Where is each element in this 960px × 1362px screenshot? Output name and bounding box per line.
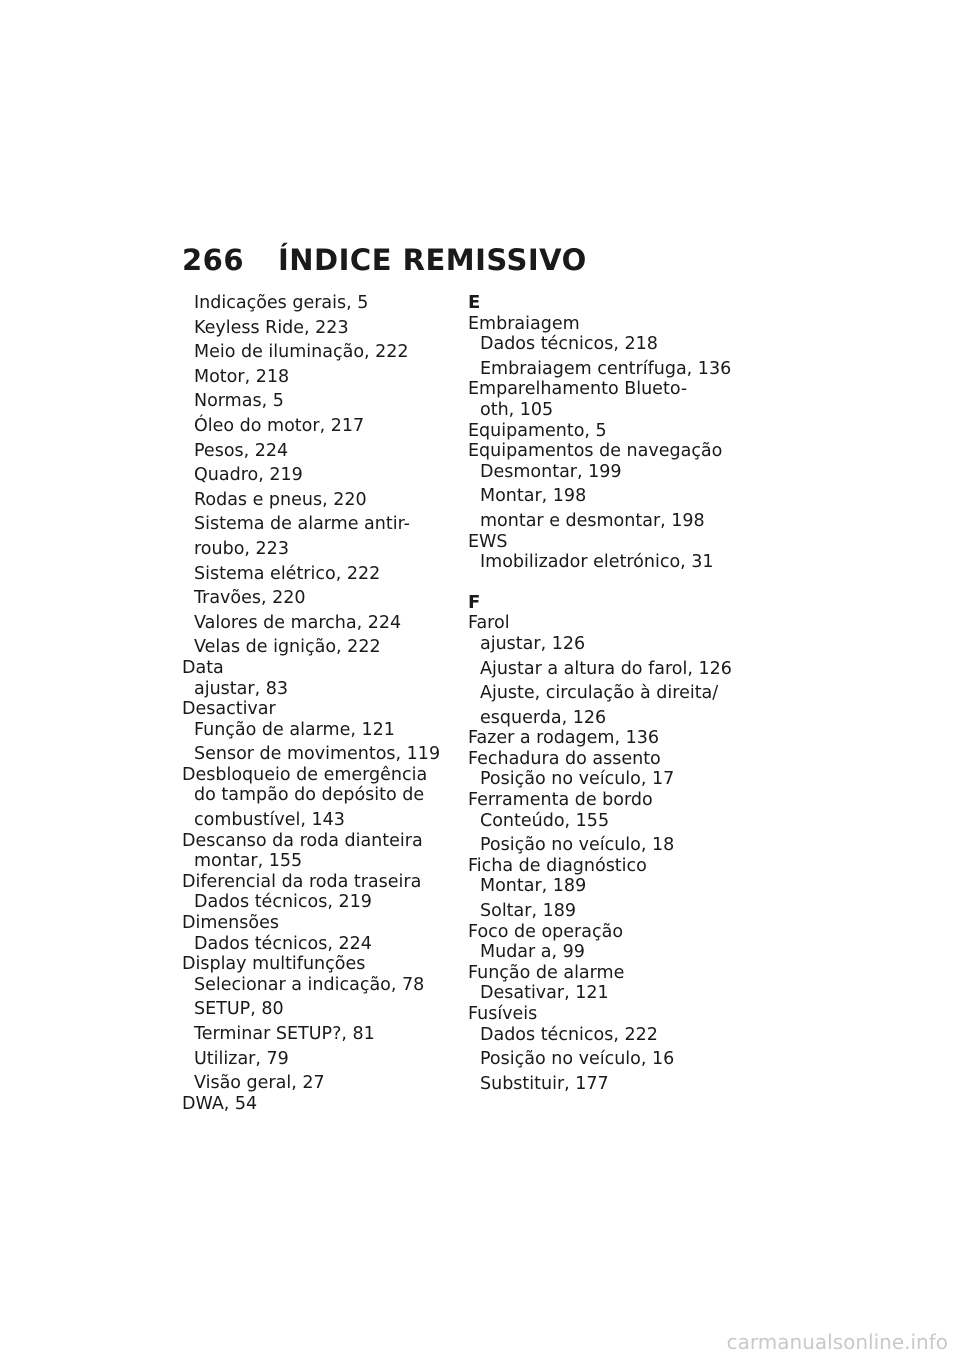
index-section-letter: F [468,591,481,613]
index-subentry: Motor, 218 [194,366,290,387]
index-subentry: esquerda, 126 [480,707,607,728]
page-header [182,243,587,277]
index-subentry: combustível, 143 [194,810,345,831]
index-subentry: Montar, 189 [480,876,587,897]
index-subentry: Imobilizador eletrónico, 31 [480,552,714,573]
index-subentry: Desativar, 121 [480,983,609,1004]
index-entry: DWA, 54 [182,1093,258,1114]
index-entry: Dimensões [182,913,279,934]
index-subentry: Terminar SETUP?, 81 [194,1024,375,1044]
index-subentry: Montar, 198 [480,486,587,507]
index-subentry: SETUP, 80 [194,999,284,1020]
index-subentry: ajustar, 83 [194,678,288,699]
index-entry: Fechadura do assento [468,748,661,769]
index-subentry: Dados técnicos, 222 [480,1024,658,1045]
index-subentry: Velas de ignição, 222 [194,637,381,658]
index-subentry: Ajustar a altura do farol, 126 [480,658,732,679]
index-entry: Foco de operação [468,921,624,942]
index-entry: Função de alarme [468,962,625,983]
index-entry: Diferencial da roda traseira [182,871,422,892]
watermark: carmanualsonline.info [726,1330,948,1354]
index-subentry: roubo, 223 [194,538,289,559]
page-number: 266 [182,243,245,277]
index-subentry: Travões, 220 [194,588,306,609]
index-column-left [182,293,452,1114]
page-title: ÍNDICE REMISSIVO [278,243,587,277]
index-subentry: Sensor de movimentos, 119 [194,744,441,765]
index-entry: EWS [468,531,508,552]
index-entry: Fusíveis [468,1004,538,1024]
index-subentry: Mudar a, 99 [480,942,585,963]
index-subentry: Rodas e pneus, 220 [194,489,367,510]
index-subentry: Meio de iluminação, 222 [194,342,409,363]
index-subentry: Visão geral, 27 [194,1073,325,1094]
index-subentry: Dados técnicos, 218 [480,334,658,355]
index-subentry: Embraiagem centrífuga, 136 [480,358,732,379]
index-subentry: Indicações gerais, 5 [194,293,369,313]
index-subentry: Quadro, 219 [194,465,303,486]
index-subentry: Utilizar, 79 [194,1048,289,1069]
index-entry: Display multifunções [182,954,366,975]
index-entry: Equipamento, 5 [468,420,607,441]
index-subentry: Ajuste, circulação à direita/ [480,683,719,704]
index-subentry: do tampão do depósito de [194,785,425,806]
index-entry: Desbloqueio de emergência [182,764,428,785]
index-subentry: ajustar, 126 [480,633,586,654]
index-entry: Descanso da roda dianteira [182,830,423,851]
index-section-letter: E [468,292,481,313]
index-entry: Fazer a rodagem, 136 [468,728,659,749]
index-entry: Ficha de diagnóstico [468,855,647,876]
index-subentry: Valores de marcha, 224 [194,612,402,633]
index-subentry: Sistema elétrico, 222 [194,563,381,584]
index-entry: Emparelhamento Blueto- [468,379,688,400]
index-subentry: montar, 155 [194,851,303,872]
index-subentry: Dados técnicos, 219 [194,892,372,913]
index-subentry: Soltar, 189 [480,901,576,922]
index-subentry: Substituir, 177 [480,1073,609,1094]
index-entry: Ferramenta de bordo [468,790,653,811]
index-entry: Desactivar [182,699,276,720]
index-subentry: Posição no veículo, 18 [480,835,675,856]
index-subentry: Posição no veículo, 16 [480,1049,675,1070]
index-subentry: Dados técnicos, 224 [194,933,372,954]
index-subentry: Posição no veículo, 17 [480,769,675,790]
index-column-right [468,293,738,1094]
index-subentry: Selecionar a indicação, 78 [194,974,425,995]
index-subentry: Conteúdo, 155 [480,810,610,831]
index-subentry: Óleo do motor, 217 [194,415,365,436]
index-subentry: Sistema de alarme antir- [194,514,410,535]
index-entry: Data [182,657,224,678]
index-subentry: montar e desmontar, 198 [480,510,705,531]
index-subentry: Desmontar, 199 [480,461,622,482]
index-entry: Farol [468,613,510,634]
index-subentry: oth, 105 [480,399,554,420]
index-entry: Equipamentos de navegação [468,441,723,462]
index-subentry: Keyless Ride, 223 [194,317,349,338]
index-subentry: Normas, 5 [194,391,284,412]
index-subentry: Pesos, 224 [194,440,289,461]
index-subentry: Função de alarme, 121 [194,719,395,740]
index-entry: Embraiagem [468,313,580,334]
